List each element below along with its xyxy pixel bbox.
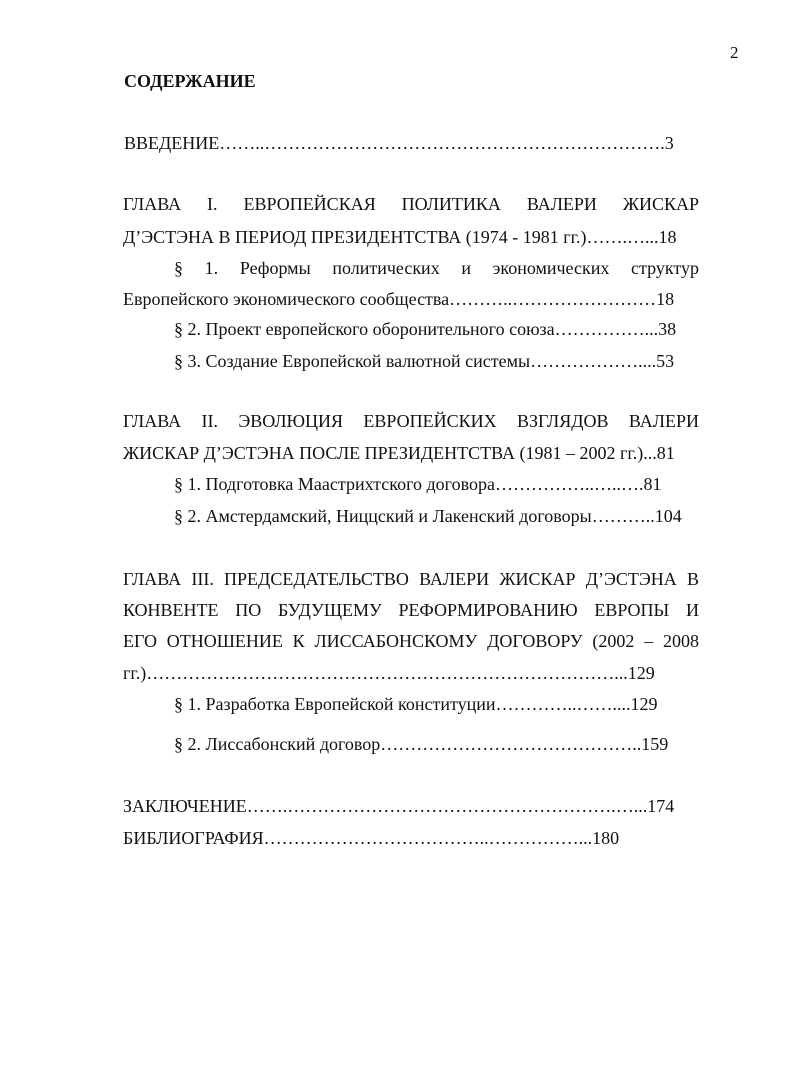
toc-entry-chapter-3-line-3: ЕГО ОТНОШЕНИЕ К ЛИССАБОНСКОМУ ДОГОВОРУ (2002 – 2008	[123, 631, 699, 651]
toc-entry-chapter-2-line-2: ЖИСКАР Д’ЭСТЭНА ПОСЛЕ ПРЕЗИДЕНТСТВА (1981 – 2002 гг.)...81	[123, 443, 675, 463]
toc-entry-chapter-1-line-2: Д’ЭСТЭНА В ПЕРИОД ПРЕЗИДЕНТСТВА (1974 - 1981 гг.)…….…...18	[123, 227, 677, 247]
toc-entry-chapter-1-section-2: § 2. Проект европейского оборонительного союза……………...38	[174, 319, 677, 339]
toc-entry-chapter-1-section-3: § 3. Создание Европейской валютной системы………………....53	[174, 351, 675, 371]
toc-entry-chapter-1-section-1-line-1: § 1. Реформы политических и экономических структур	[174, 258, 699, 278]
toc-entry-conclusion: ЗАКЛЮЧЕНИЕ…….……………………………………………….…...174	[123, 796, 675, 816]
toc-entry-chapter-1-section-1-line-2: Европейского экономического сообщества………..……………………18	[123, 289, 675, 309]
toc-entry-chapter-1-line-1: ГЛАВА I. ЕВРОПЕЙСКАЯ ПОЛИТИКА ВАЛЕРИ ЖИСКАР	[123, 194, 699, 214]
toc-entry-chapter-2-line-1: ГЛАВА II. ЭВОЛЮЦИЯ ЕВРОПЕЙСКИХ ВЗГЛЯДОВ ВАЛЕРИ	[123, 411, 699, 431]
toc-title: СОДЕРЖАНИЕ	[124, 71, 256, 91]
toc-entry-chapter-3-section-2: § 2. Лиссабонский договор……………………………………..159	[174, 734, 669, 754]
toc-entry-chapter-3-line-2: КОНВЕНТЕ ПО БУДУЩЕМУ РЕФОРМИРОВАНИЮ ЕВРОПЫ И	[123, 600, 699, 620]
toc-entry-chapter-2-section-2: § 2. Амстердамский, Ниццский и Лакенский договоры………..104	[174, 506, 682, 526]
toc-entry-introduction: ВВЕДЕНИЕ……..………………………………………………………….3	[124, 133, 674, 153]
toc-entry-bibliography: БИБЛИОГРАФИЯ………………………………..……………...180	[123, 828, 620, 848]
page-number: 2	[730, 43, 739, 62]
toc-entry-chapter-3-section-1: § 1. Разработка Европейской конституции…………..……....129	[174, 694, 658, 714]
toc-entry-chapter-2-section-1: § 1. Подготовка Маастрихтского договора……………..…..….81	[174, 474, 662, 494]
toc-entry-chapter-3-line-4: гг.)……………………………………………………………………...129	[123, 663, 655, 683]
toc-entry-chapter-3-line-1: ГЛАВА III. ПРЕДСЕДАТЕЛЬСТВО ВАЛЕРИ ЖИСКАР Д’ЭСТЭНА В	[123, 569, 699, 589]
